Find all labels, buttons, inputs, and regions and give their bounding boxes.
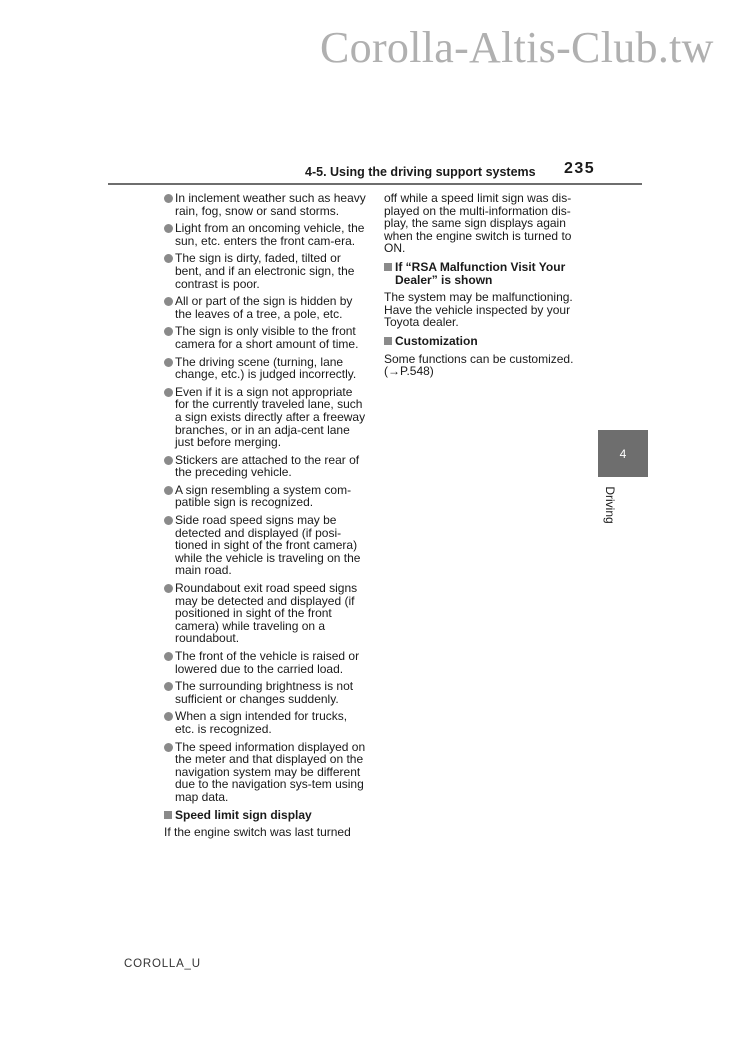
bullet-item (164, 325, 368, 350)
speed-limit-paragraph: If the engine switch was last turned (164, 825, 351, 840)
bullet-text: A sign resembling a system com-patible sign is recognized. (175, 482, 352, 510)
bullet-text: Even if it is a sign not appropriate for the currently traveled lane, such a sign exists directly after a freeway branches, or in an adja-cent lane just before merging. (175, 384, 366, 450)
bullet-icon (164, 652, 173, 661)
bullet-text: Roundabout exit road speed signs may be detected and displayed (if positioned in sight of the front camera) while traveling on a roundabout. (175, 581, 358, 646)
bullet-icon (164, 682, 173, 691)
bullet-icon (164, 327, 173, 336)
customization-heading-text: Customization (395, 333, 478, 348)
bullet-text: The sign is dirty, faded, tilted or bent, and if an electronic sign, the contrast is poor. (175, 251, 355, 291)
chapter-label: Driving (603, 486, 617, 524)
bullet-text: Light from an oncoming vehicle, the sun, etc. enters the front cam-era. (175, 221, 365, 248)
bullet-text: The front of the vehicle is raised or lowered due to the carried load. (175, 649, 360, 676)
bullet-text: The speed information displayed on the meter and that displayed on the navigation system may be different due to the navigation sys-tem using map data. (175, 739, 366, 804)
bullet-item (164, 386, 368, 449)
rsa-paragraph: The system may be malfunctioning. Have the vehicle inspected by your Toyota dealer. (384, 290, 573, 330)
bullet-text: Side road speed signs may be detected and displayed (if posi-tioned in sight of the front camera) while the vehicle is traveling on the main road. (175, 513, 361, 578)
bullet-item (164, 484, 368, 509)
bullet-icon (164, 486, 173, 495)
square-bullet-icon (164, 811, 172, 819)
bullet-icon (164, 516, 173, 525)
section-title: 4-5. Using the driving support systems (305, 165, 536, 179)
page-header (108, 160, 642, 185)
bullet-text: When a sign intended for trucks, etc. is recognized. (175, 709, 348, 736)
bullet-item (164, 222, 368, 247)
bullet-icon (164, 224, 173, 233)
bullet-item (164, 192, 368, 217)
bullet-item (164, 650, 368, 675)
bullet-icon (164, 297, 173, 306)
bullet-item (164, 295, 368, 320)
customization-heading (384, 335, 584, 348)
speed-limit-heading-text: Speed limit sign display (175, 807, 312, 822)
footer-code: COROLLA_U (124, 958, 201, 970)
left-column (164, 192, 368, 845)
bullet-item (164, 514, 368, 577)
bullet-text: All or part of the sign is hidden by the leaves of a tree, a pole, etc. (175, 294, 353, 321)
bullet-item (164, 252, 368, 290)
customization-paragraph: Some functions can be customized. (→P.548) (384, 351, 574, 379)
bullet-item (164, 356, 368, 381)
bullet-text: Stickers are attached to the rear of the preceding vehicle. (175, 452, 360, 480)
bullet-text: The driving scene (turning, lane change, etc.) is judged incorrectly. (175, 354, 357, 382)
square-bullet-icon (384, 263, 392, 271)
bullet-icon (164, 254, 173, 263)
bullet-icon (164, 358, 173, 367)
bullet-icon (164, 712, 173, 721)
bullet-text: In inclement weather such as heavy rain, fog, snow or sand storms. (175, 191, 366, 218)
continued-paragraph: off while a speed limit sign was dis-played on the multi-information dis-play, the same sign displays again when the engine switch is turned to ON. (384, 191, 572, 256)
bullet-item (164, 680, 368, 705)
rsa-heading (384, 261, 584, 286)
bullet-icon (164, 388, 173, 397)
right-column (384, 192, 584, 384)
page-number: 235 (564, 160, 596, 177)
rsa-heading-text: If “RSA Malfunction Visit Your Dealer” is shown (395, 259, 566, 287)
bullet-icon (164, 456, 173, 465)
watermark: Corolla-Altis-Club.tw (320, 23, 714, 72)
bullet-text: The surrounding brightness is not sufficient or changes suddenly. (175, 679, 354, 706)
bullet-text: The sign is only visible to the front camera for a short amount of time. (175, 324, 359, 351)
bullet-item (164, 741, 368, 804)
bullet-item (164, 454, 368, 479)
bullet-icon (164, 584, 173, 593)
bullet-icon (164, 194, 173, 203)
bullet-item (164, 710, 368, 735)
chapter-number: 4 (619, 446, 627, 461)
bullet-item (164, 582, 368, 645)
square-bullet-icon (384, 337, 392, 345)
bullet-icon (164, 743, 173, 752)
speed-limit-heading (164, 809, 368, 822)
